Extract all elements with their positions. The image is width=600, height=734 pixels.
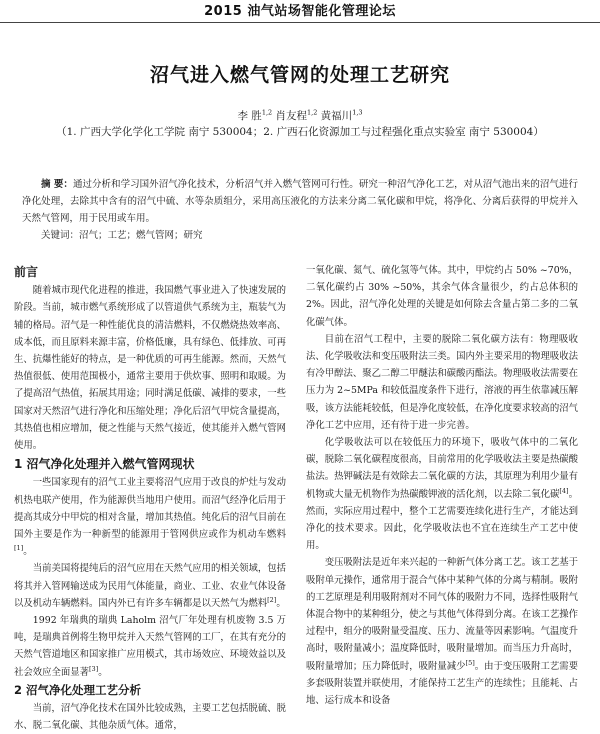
- abstract-text: 通过分析和学习国外沼气净化技术，分析沼气并入燃气管网可行性。研究一种沼气净化工艺，对从沼气池出来的沼气进行净化处理，去除其中含有的沼气中硫、水等杂质组分，采用高压液化的方法来分离二氧化碳和甲烷，将净化、分离后获得的甲烷并入天然气管网，用于民用或车用。: [22, 179, 578, 224]
- paper-authors: 李 胜$^{1,2}$ 肖友程$^{1,2}$ 黄福川$^{1,3}$: [237, 108, 363, 122]
- body-paragraph: 一氧化碳、氮气、硫化氢等气体。其中，甲烷约占 50% ~70%，二氧化碳约占 30% ~50%，其余气体含量很少，约占总体积的 2%。因此，沼气净化处理的关键是如何除去含量占第二多的二氧化碳气体。: [306, 265, 578, 328]
- paper-title: 沼气进入燃气管网的处理工艺研究: [149, 64, 450, 86]
- paper-affiliation: （1. 广西大学化学化工学院 南宁 530004；2. 广西石化资源加工与过程强化重点实验室 南宁 530004）: [56, 126, 544, 138]
- body-paragraph: 化学吸收法可以在较低压力的环境下，吸收气体中的二氧化碳，脱除二氧化碳程度很高，目前常用的化学吸收法主要是热碳酸盐法。热钾碱法是有效除去二氧化碳的方法，其原理为利用少量有机物或大量无机物作为热碳酸钾液的活化剂，以去除二氧化碳[4]。然而，实际应用过程中，整个工艺需要连续化进行生产，才能达到净化的技术要求。因此，化学吸收法也不宜在连续生产工艺中使用。: [306, 437, 578, 552]
- abstract-paragraph: [22, 176, 578, 227]
- body-paragraph: 当前，沼气净化技术在国外比较成熟，主要工艺包括脱硫、脱水、脱二氧化碳、其他杂质气体。通常，: [14, 703, 286, 732]
- body-paragraph: 目前在沼气工程中，主要的脱除二氧化碳方法有：物理吸收法、化学吸收法和变压吸附法三类。国内外主要采用的物理吸收法有冷甲醇法、聚乙二醇二甲醚法和碳酸丙酯法。物理吸收法需要在压力为 2~5MPa 和较低温度条件下进行，溶液的再生依靠减压解吸，该方法能耗较低，但是净化度较低，在净化度要求较高的沼气净化工艺中应用，还有待于进一步完善。: [306, 333, 578, 431]
- abstract-block: [22, 176, 578, 244]
- abstract-label: 摘 要：: [41, 179, 73, 190]
- body-paragraph: 一些国家现有的沼气工业主要将沼气应用于改良的炉灶与发动机热电联产使用，作为能源供当地用户使用。而沼气经净化后用于提高其成分中甲烷的相对含量，增加其热值。纯化后的沼气目前在国外主要是作为一种新型的能源用于管网供应或作为机动车燃料[1]。: [14, 477, 286, 558]
- running-header-title: 2015 油气站场智能化管理论坛: [204, 4, 396, 19]
- keywords-label: 关键词：: [41, 230, 80, 241]
- section-heading: 2 沼气净化处理工艺分析: [14, 682, 142, 697]
- running-header: [0, 0, 600, 23]
- body-paragraph: 随着城市现代化进程的推进，我国燃气事业进入了快速发展的阶段。当前，城市燃气系统形成了以管道供气系统为主，瓶装气为辅的格局。沼气是一种性能优良的清洁燃料，不仅燃烧热效率高、成本低，而且原料来源丰富，价格低廉，具有绿色、低排放、可再生、抗爆性能好的特点，是一种优质的可再生能源。然而，天然气热值很低、使用范围极小，通常主要用于供炊事、照明和取暖。为了提高沼气热值，拓展其用途；同时满足低碳、减排的要求，一些国家对天然沼气进行净化和压缩处理；净化后沼气甲烷含量提高，其热值也相应增加，便之性能与天然气接近，使其能并入燃气管网使用。: [14, 285, 286, 452]
- keywords-text: 沼气；工艺；燃气管网；研究: [79, 230, 203, 241]
- section-heading: 1 沼气净化处理并入燃气管网现状: [14, 457, 195, 472]
- left-column: [14, 262, 286, 734]
- body-paragraph: 当前美国将提纯后的沼气应用在天然气应用的相关领域，包括将其并入管网输送成为民用气体能量，商业、工业、农业气体设备以及机动车辆燃料。国内外已有许多车辆都是以天然气为燃料[2]。: [14, 563, 286, 609]
- right-column: [306, 262, 578, 709]
- keywords-line: [22, 227, 578, 244]
- body-paragraph: 变压吸附法是近年来兴起的一种新气体分离工艺。该工艺基于吸附单元操作，通常用于混合气体中某种气体的分离与精制。吸附的工艺原理是利用吸附剂对不同气体的吸附力不同，选择性吸附气体混合物中的某种组分，使之与其他气体得到分离。在该工艺操作过程中，组分的吸附量受温度、压力、流量等因素影响。气温度升高时，吸附量减小；温度降低时，吸附量增加。而当压力升高时，吸附量增加；压力降低时，吸附量减少[5]。由于变压吸附工艺需要多套吸附装置并联使用，才能保持工艺生产的连续性；且能耗、占地、运行成本和设备: [306, 557, 578, 707]
- section-heading: 前言: [14, 265, 39, 279]
- body-paragraph: 1992 年瑞典的瑞典 Laholm 沼气厂年处理有机废物 3.5 万吨，是瑞典首例将生物甲烷并入天然气管网的工厂，在其有充分的天然气管道地区和国家推广应用模式，其市场效应、环境效益以及社会效应全面显著[3]。: [14, 615, 286, 678]
